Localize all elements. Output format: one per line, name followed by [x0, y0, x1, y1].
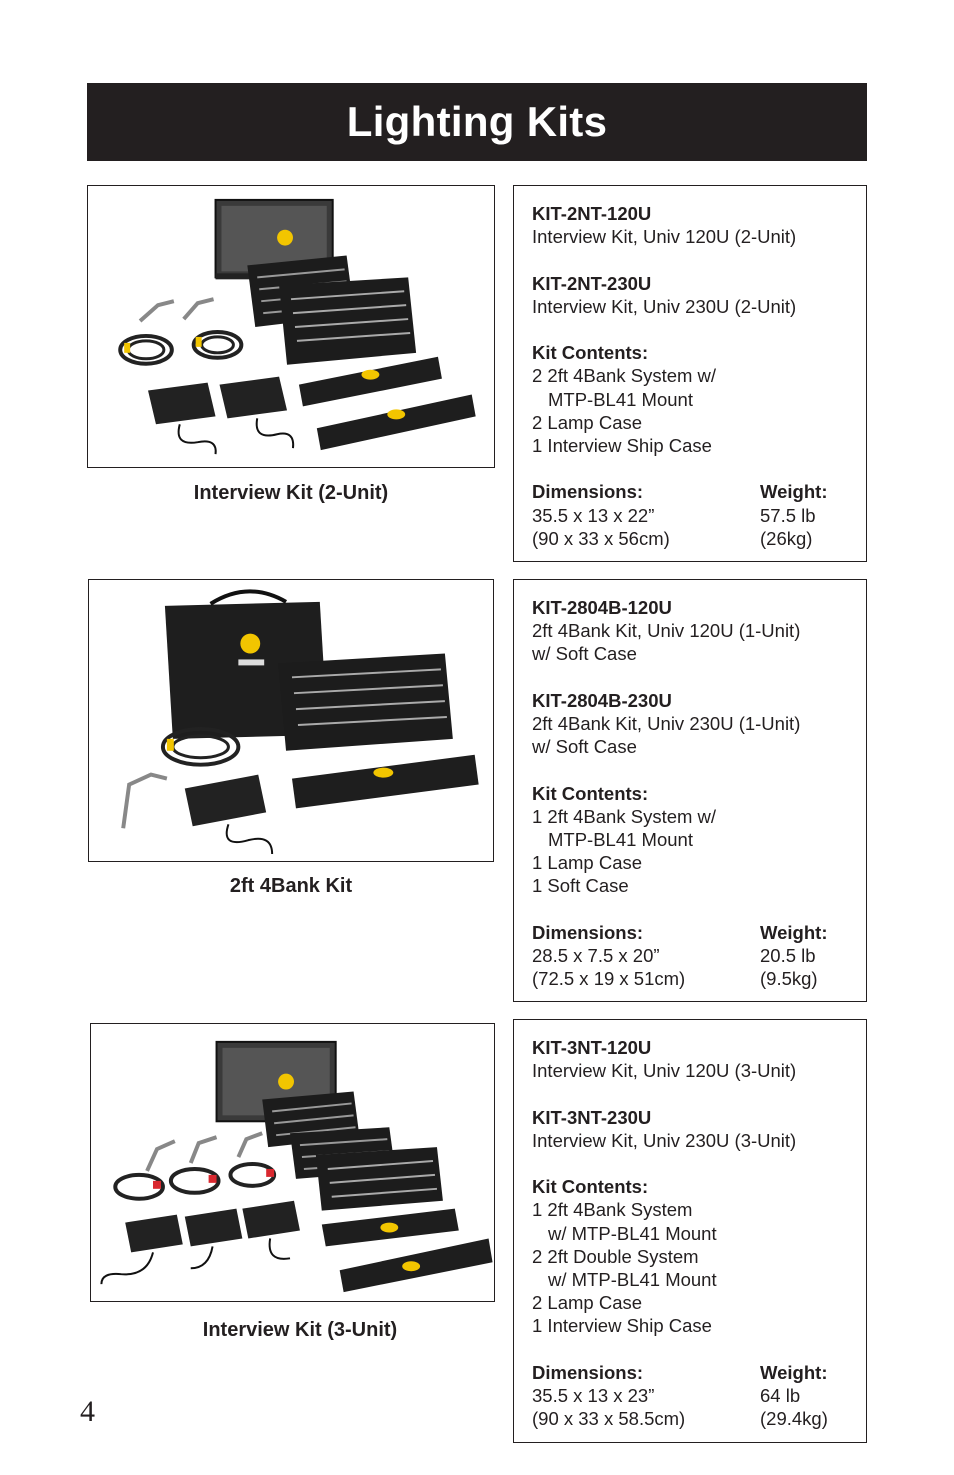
kit-contents-item: 1 Interview Ship Case: [532, 435, 712, 456]
kit-photo-interview-2-unit: [87, 185, 495, 468]
kit-contents-heading: Kit Contents:: [532, 1176, 649, 1198]
kit-description: Interview Kit, Univ 230U (3-Unit): [532, 1129, 797, 1151]
kit-code: KIT-3NT-120U: [532, 1037, 652, 1058]
dimensions-label: Dimensions:: [532, 481, 644, 503]
page-number: 4: [80, 1395, 95, 1428]
dimensions-weight-table: [532, 480, 866, 550]
kit-code: KIT-2NT-230U: [532, 272, 652, 294]
dimensions-label: Dimensions:: [532, 1361, 644, 1383]
dimensions-imperial: 35.5 x 13 x 23”: [532, 1385, 655, 1406]
weight-imperial: 57.5 lb: [760, 504, 816, 526]
kit-photo-interview-3-unit: [90, 1023, 495, 1302]
kit-caption: 2ft 4Bank Kit: [229, 875, 353, 897]
weight-label: Weight:: [760, 481, 828, 503]
kit-info-panel: [513, 579, 867, 1002]
4bank-kit-illustration: [89, 580, 493, 861]
kit-description: 2ft 4Bank Kit, Univ 120U (1-Unit): [532, 620, 801, 642]
kit-info-panel: [513, 1019, 867, 1443]
kit-contents-item: MTP-BL41 Mount: [548, 829, 693, 850]
weight-imperial: 64 lb: [760, 1385, 801, 1406]
kit-description: Interview Kit, Univ 120U (3-Unit): [532, 1060, 797, 1082]
title-banner: [87, 83, 867, 161]
weight-metric: (29.4kg): [760, 1408, 828, 1430]
kit-description: Interview Kit, Univ 120U (2-Unit): [532, 226, 797, 248]
kit-contents-item: MTP-BL41 Mount: [548, 388, 693, 410]
kit-caption: Interview Kit (3-Unit): [202, 1319, 398, 1341]
kit-contents-item: 1 Soft Case: [532, 875, 629, 897]
kit-contents-item: 2 2ft 4Bank System w/: [532, 365, 717, 387]
kit-contents-item: w/ MTP-BL41 Mount: [548, 1269, 717, 1290]
kit-contents-heading: Kit Contents:: [532, 342, 649, 364]
weight-metric: (26kg): [760, 527, 813, 549]
dimensions-metric: (90 x 33 x 58.5cm): [532, 1408, 686, 1430]
dimensions-weight-table: [532, 921, 866, 991]
dimensions-metric: (90 x 33 x 56cm): [532, 527, 670, 549]
dimensions-imperial: 28.5 x 7.5 x 20”: [532, 945, 660, 966]
page-title: Lighting Kits: [346, 98, 608, 145]
kit-contents-item: 2 Lamp Case: [532, 1292, 643, 1314]
kit-contents-item: 2 2ft Double System: [532, 1245, 699, 1267]
kit-description: Interview Kit, Univ 230U (2-Unit): [532, 295, 797, 317]
kit-contents-heading: Kit Contents:: [532, 782, 649, 804]
kit-description-line2: w/ Soft Case: [532, 736, 637, 758]
weight-metric: (9.5kg): [760, 968, 818, 990]
kit-caption: Interview Kit (2-Unit): [193, 482, 389, 504]
kit-contents-item: 1 2ft 4Bank System w/: [532, 805, 717, 827]
dimensions-metric: (72.5 x 19 x 51cm): [532, 968, 686, 990]
kit-contents-item: 2 Lamp Case: [532, 411, 643, 433]
kit-contents-item: w/ MTP-BL41 Mount: [548, 1222, 717, 1244]
dimensions-label: Dimensions:: [532, 921, 644, 943]
kit-contents-item: 1 2ft 4Bank System: [532, 1199, 693, 1221]
interview-kit-2-unit-illustration: [88, 186, 494, 467]
kit-description-line2: w/ Soft Case: [532, 643, 637, 665]
kit-code: KIT-2804B-120U: [532, 597, 672, 618]
kit-description: 2ft 4Bank Kit, Univ 230U (1-Unit): [532, 713, 801, 734]
kit-contents-item: 1 Interview Ship Case: [532, 1315, 712, 1337]
kit-code: KIT-2804B-230U: [532, 689, 672, 711]
kit-code: KIT-3NT-230U: [532, 1106, 652, 1128]
kit-photo-2ft-4bank: [88, 579, 494, 862]
weight-label: Weight:: [760, 1361, 828, 1383]
kit-code: KIT-2NT-120U: [532, 203, 652, 224]
interview-kit-3-unit-illustration: [91, 1024, 494, 1301]
kit-info-panel: [513, 185, 867, 562]
dimensions-weight-table: [532, 1361, 866, 1431]
weight-label: Weight:: [760, 921, 828, 943]
kit-contents-item: 1 Lamp Case: [532, 852, 643, 874]
weight-imperial: 20.5 lb: [760, 945, 816, 966]
dimensions-imperial: 35.5 x 13 x 22”: [532, 504, 655, 526]
